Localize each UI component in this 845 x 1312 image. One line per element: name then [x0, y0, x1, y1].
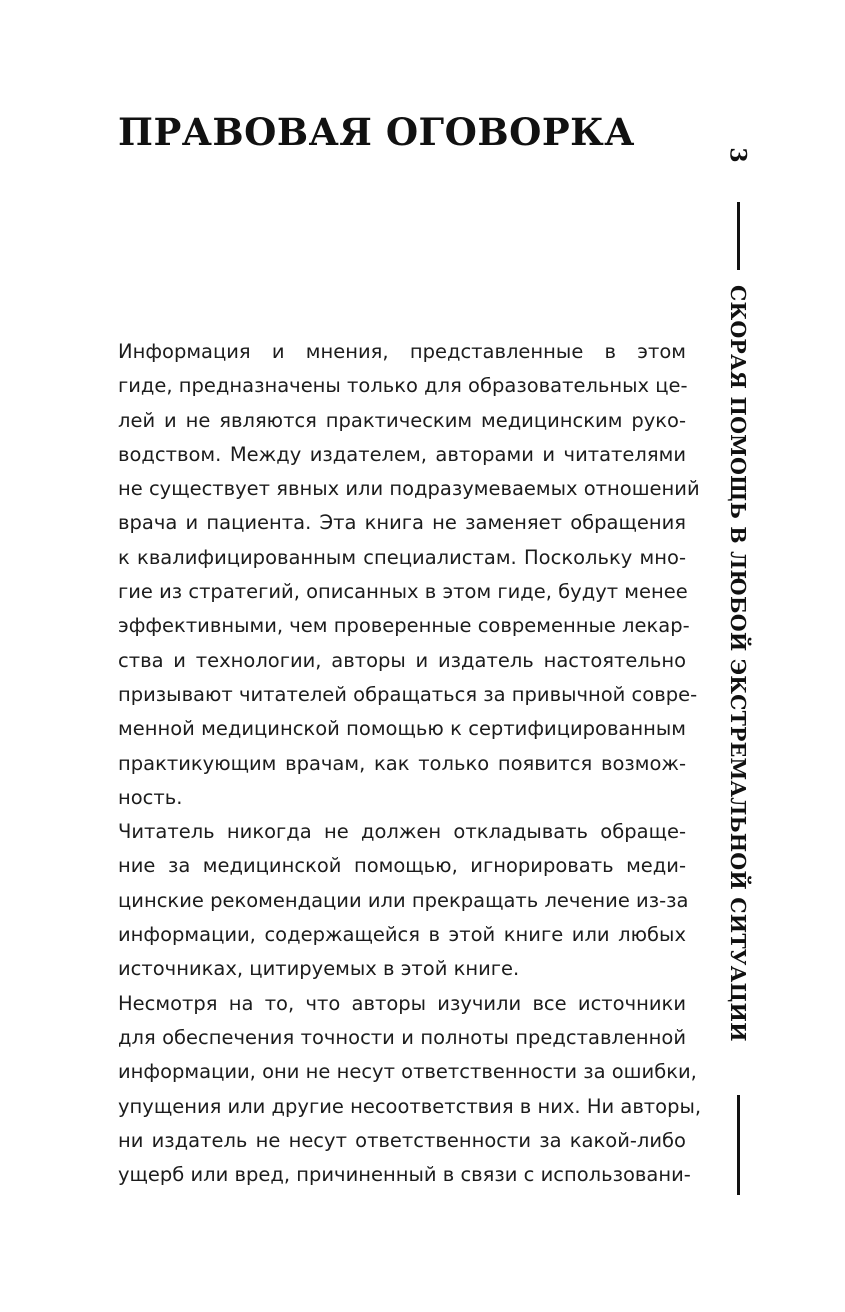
- text-line: Информация и мнения, представленные в этом: [118, 340, 686, 363]
- text-line: ность.: [118, 785, 183, 809]
- text-line: эффективными, чем проверенные современные лекар-: [118, 614, 690, 638]
- book-title-container: [718, 285, 758, 1080]
- text-line: гие из стратегий, описанных в этом гиде, будут менее: [118, 580, 688, 604]
- text-line: источниках, цитируемых в этой книге.: [118, 957, 520, 981]
- text-line: Читатель никогда не должен откладывать обраще-: [118, 820, 686, 844]
- text-line: для обеспечения точности и полноты представленной: [118, 1025, 686, 1049]
- text-line: ние за медицинской помощью, игнорировать меди-: [118, 854, 686, 878]
- text-line: лей и не являются практическим медицинским руко-: [118, 408, 686, 432]
- text-line: врача и пациента. Эта книга не заменяет обращения: [118, 511, 686, 535]
- text-line: ни издатель не несут ответственности за какой-либо: [118, 1128, 686, 1152]
- page-title: ПРАВОВАЯ ОГОВОРКА: [118, 110, 635, 154]
- text-line: информации, они не несут ответственности за ошибки,: [118, 1060, 697, 1084]
- text-line: призывают читателей обращаться за привычной совре-: [118, 682, 698, 706]
- text-line: не существует явных или подразумеваемых отношений: [118, 477, 700, 501]
- text-line: Несмотря на то, что авторы изучили все источники: [118, 991, 686, 1015]
- text-line: упущения или другие несоответствия в них. Ни авторы,: [118, 1094, 702, 1118]
- header-rule-top: [737, 202, 740, 270]
- text-line: гиде, предназначены только для образовательных це-: [118, 374, 688, 398]
- text-line: ущерб или вред, причиненный в связи с использовани-: [118, 1163, 691, 1187]
- running-header: [718, 140, 758, 1200]
- page-number-text: 3: [725, 147, 751, 163]
- text-line: практикующим врачам, как только появится возмож-: [118, 751, 686, 775]
- text-line: менной медицинской помощью к сертифицированным: [118, 717, 686, 741]
- page-number: [718, 140, 758, 170]
- header-rule-bottom: [737, 1095, 740, 1195]
- text-line: к квалифицированным специалистам. Поскольку мно-: [118, 545, 686, 569]
- text-line: ства и технологии, авторы и издатель настоятельно: [118, 648, 686, 672]
- text-line: водством. Между издателем, авторами и читателями: [118, 442, 686, 466]
- body-text: [118, 335, 702, 1192]
- text-line: информации, содержащейся в этой книге или любых: [118, 923, 686, 947]
- book-title: СКОРАЯ ПОМОЩЬ В ЛЮБОЙ ЭКСТРЕМАЛЬНОЙ СИТУАЦИИ: [726, 285, 750, 1042]
- text-line: цинские рекомендации или прекращать лечение из-за: [118, 888, 689, 912]
